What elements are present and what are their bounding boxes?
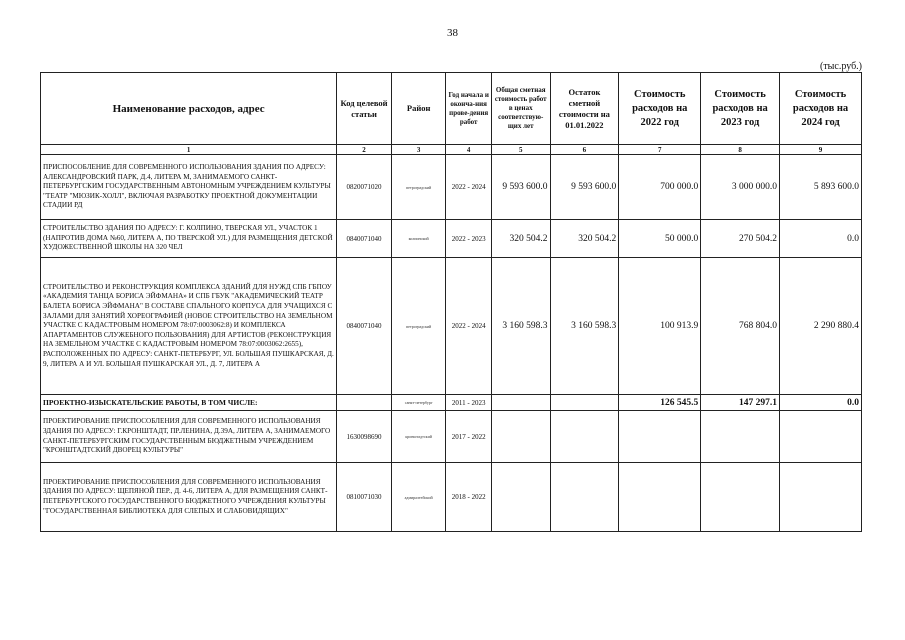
work-years: 2022 - 2024 xyxy=(446,155,491,220)
column-number: 1 xyxy=(41,145,337,155)
work-years: 2022 - 2024 xyxy=(446,258,491,395)
remainder-cost xyxy=(550,463,619,532)
remainder-cost xyxy=(550,395,619,411)
column-number: 7 xyxy=(619,145,701,155)
district: адмиралтейский xyxy=(391,463,446,532)
header-row xyxy=(41,73,862,145)
table-row xyxy=(41,258,862,395)
remainder-cost: 320 504.2 xyxy=(550,220,619,258)
cost-2022: 50 000.0 xyxy=(619,220,701,258)
table-row xyxy=(41,463,862,532)
header-name: Наименование расходов, адрес xyxy=(41,73,337,145)
header-district: Район xyxy=(391,73,446,145)
table-row xyxy=(41,395,862,411)
work-years: 2022 - 2023 xyxy=(446,220,491,258)
header-cost-2024: Стоимость расходов на 2024 год xyxy=(780,73,862,145)
header-cost-2023: Стоимость расходов на 2023 год xyxy=(701,73,780,145)
column-number: 8 xyxy=(701,145,780,155)
header-code: Код целевой статьи xyxy=(337,73,392,145)
cost-2023: 147 297.1 xyxy=(701,395,780,411)
units-label: (тыс.руб.) xyxy=(819,61,862,72)
cost-2024: 2 290 880.4 xyxy=(780,258,862,395)
expense-name: ПРОЕКТИРОВАНИЕ ПРИСПОСОБЛЕНИЯ ДЛЯ СОВРЕМЕННОГО ИСПОЛЬЗОВАНИЯ ЗДАНИЯ ПО АДРЕСУ: ЩЕПЯНОЙ ПЕР., Д. 4-6, ЛИТЕРА А, ДЛЯ РАЗМЕЩЕНИЯ САНКТ-ПЕТЕРБУРГСКОГО ГОСУДАРСТВЕННОГО БЮДЖЕТНОГО УЧРЕЖДЕНИЯ КУЛЬТУРЫ "ГОСУДАРСТВЕННАЯ БИБЛИОТЕКА ДЛЯ СЛЕПЫХ И СЛАБОВИДЯЩИХ" xyxy=(41,463,337,532)
article-code: 0810071030 xyxy=(337,463,392,532)
article-code: 0820071020 xyxy=(337,155,392,220)
cost-2024: 5 893 600.0 xyxy=(780,155,862,220)
cost-2023: 3 000 000.0 xyxy=(701,155,780,220)
column-number: 2 xyxy=(337,145,392,155)
expense-name: ПРОЕКТИРОВАНИЕ ПРИСПОСОБЛЕНИЯ ДЛЯ СОВРЕМЕННОГО ИСПОЛЬЗОВАНИЯ ЗДАНИЯ ПО АДРЕСУ: Г.КРОНШТАДТ, ПР.ЛЕНИНА, Д.39А, ЛИТЕРА А, ЗАНИМАЕМОГО САНКТ-ПЕТЕРБУРГСКИМ ГОСУДАРСТВЕННЫМ БЮДЖЕТНЫМ УЧРЕЖДЕНИЕМ "КРОНШТАДТСКИЙ ДВОРЕЦ КУЛЬТУРЫ" xyxy=(41,411,337,463)
cost-2023 xyxy=(701,463,780,532)
cost-2024 xyxy=(780,463,862,532)
total-cost: 3 160 598.3 xyxy=(491,258,550,395)
article-code xyxy=(337,395,392,411)
remainder-cost: 9 593 600.0 xyxy=(550,155,619,220)
cost-2022 xyxy=(619,463,701,532)
cost-2024 xyxy=(780,411,862,463)
article-code: 0840071040 xyxy=(337,258,392,395)
cost-2022 xyxy=(619,411,701,463)
work-years: 2018 - 2022 xyxy=(446,463,491,532)
cost-2023: 270 504.2 xyxy=(701,220,780,258)
district: кронштадтский xyxy=(391,411,446,463)
expense-name: СТРОИТЕЛЬСТВО ЗДАНИЯ ПО АДРЕСУ: Г. КОЛПИНО, ТВЕРСКАЯ УЛ., УЧАСТОК 1 (НАПРОТИВ ДОМА №60, ЛИТЕРА А, ПО ТВЕРСКОЙ УЛ.) ДЛЯ РАЗМЕЩЕНИЯ ДЕТСКОЙ ХУДОЖЕСТВЕННОЙ ШКОЛЫ НА 320 ЧЕЛ xyxy=(41,220,337,258)
remainder-cost xyxy=(550,411,619,463)
total-cost xyxy=(491,395,550,411)
work-years: 2017 - 2022 xyxy=(446,411,491,463)
cost-2023 xyxy=(701,411,780,463)
work-years: 2011 - 2023 xyxy=(446,395,491,411)
total-cost xyxy=(491,411,550,463)
total-cost: 320 504.2 xyxy=(491,220,550,258)
cost-2022: 700 000.0 xyxy=(619,155,701,220)
header-total-cost: Общая сметная стоимость работ в ценах соответствую-щих лет xyxy=(491,73,550,145)
expense-name: СТРОИТЕЛЬСТВО И РЕКОНСТРУКЦИЯ КОМПЛЕКСА ЗДАНИЙ ДЛЯ НУЖД СПБ ГБПОУ «АКАДЕМИЯ ТАНЦА БОРИСА ЭЙФМАНА» И СПБ ГБУК "АКАДЕМИЧЕСКИЙ ТЕАТР БАЛЕТА БОРИСА ЭЙФМАНА" В СОСТАВЕ СПАЛЬНОГО КОРПУСА ДЛЯ УЧАЩИХСЯ С ЗАЛАМИ ДЛЯ ЗАНЯТИЙ ХОРЕОГРАФИЕЙ (НОВОЕ СТРОИТЕЛЬСТВО НА ЗЕМЕЛЬНОМ УЧАСТКЕ С КАДАСТРОВЫМ НОМЕРОМ 78:07:0003062:8) И КОМПЛЕКСА АПАРТАМЕНТОВ СЛУЖЕБНОГО ПОЛЬЗОВАНИЯ) ДЛЯ АРТИСТОВ (РЕКОНСТРУКЦИЯ НА ЗЕМЕЛЬНОМ УЧАСТКЕ С КАДАСТРОВЫМ НОМЕРОМ 78:07:0003062:2655), РАСПОЛОЖЕННЫХ ПО АДРЕСУ: САНКТ-ПЕТЕРБУРГ, УЛ. БОЛЬШАЯ ПУШКАРСКАЯ, Д. 9, ЛИТЕРА А И УЛ. БОЛЬШАЯ ПУШКАРСКАЯ УЛ., Д. 7, ЛИТЕРА А xyxy=(41,258,337,395)
header-years: Год начала и оконча-ния прове-дения работ xyxy=(446,73,491,145)
article-code: 0840071040 xyxy=(337,220,392,258)
total-cost xyxy=(491,463,550,532)
cost-2024: 0.0 xyxy=(780,220,862,258)
column-number: 3 xyxy=(391,145,446,155)
column-number: 5 xyxy=(491,145,550,155)
total-cost: 9 593 600.0 xyxy=(491,155,550,220)
cost-2022: 126 545.5 xyxy=(619,395,701,411)
remainder-cost: 3 160 598.3 xyxy=(550,258,619,395)
column-number: 9 xyxy=(780,145,862,155)
table-row xyxy=(41,411,862,463)
district: колпинский xyxy=(391,220,446,258)
header-remainder: Остаток сметной стоимости на 01.01.2022 xyxy=(550,73,619,145)
district: петроградский xyxy=(391,155,446,220)
expense-name: ПРОЕКТНО-ИЗЫСКАТЕЛЬСКИЕ РАБОТЫ, В ТОМ ЧИСЛЕ: xyxy=(41,395,337,411)
column-number-row xyxy=(41,145,862,155)
cost-2022: 100 913.9 xyxy=(619,258,701,395)
table-row xyxy=(41,220,862,258)
article-code: 1630098690 xyxy=(337,411,392,463)
column-number: 4 xyxy=(446,145,491,155)
table-row xyxy=(41,155,862,220)
column-number: 6 xyxy=(550,145,619,155)
budget-table xyxy=(40,72,862,532)
expense-name: ПРИСПОСОБЛЕНИЕ ДЛЯ СОВРЕМЕННОГО ИСПОЛЬЗОВАНИЯ ЗДАНИЯ ПО АДРЕСУ: АЛЕКСАНДРОВСКИЙ ПАРК, Д.4, ЛИТЕРА М, ЗАНИМАЕМОГО САНКТ-ПЕТЕРБУРГСКИМ ГОСУДАРСТВЕННЫМ АВТОНОМНЫМ УЧРЕЖДЕНИЕМ КУЛЬТУРЫ "ТЕАТР "МЮЗИК-ХОЛЛ", ВКЛЮЧАЯ РАЗРАБОТКУ ПРОЕКТНОЙ ДОКУМЕНТАЦИИ СТАДИИ РД xyxy=(41,155,337,220)
cost-2023: 768 804.0 xyxy=(701,258,780,395)
header-cost-2022: Стоимость расходов на 2022 год xyxy=(619,73,701,145)
district: санкт-петербург xyxy=(391,395,446,411)
district: петроградский xyxy=(391,258,446,395)
page-number: 38 xyxy=(447,27,458,39)
cost-2024: 0.0 xyxy=(780,395,862,411)
